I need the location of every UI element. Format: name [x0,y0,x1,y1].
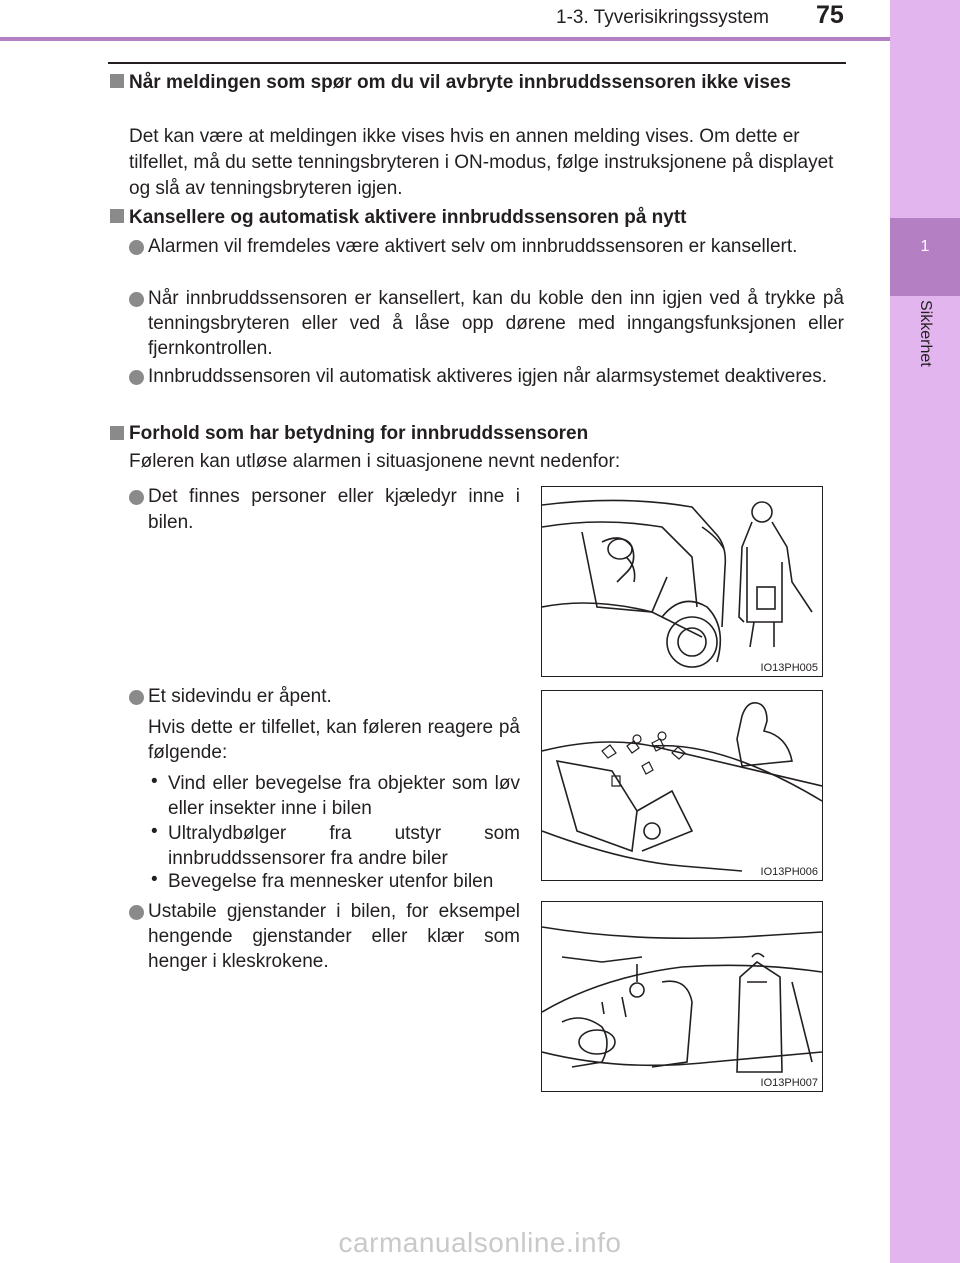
chapter-tab[interactable] [890,218,960,296]
case-text: Et sidevindu er åpent. [148,686,332,707]
figure-hanging-items [541,901,823,1092]
bullet-text: Når innbruddssensoren er kansellert, kan du koble den inn igjen ved å trykke på tenningsbryteren eller ved å låse opp dørene med inngangsfunksjonen eller fjernkontrollen. [148,288,844,359]
section-heading: Kansellere og automatisk aktivere innbruddssensoren på nytt [129,207,687,228]
bullet-dot [129,370,144,385]
section-marker [110,74,124,88]
bullet-dot [129,292,144,307]
bullet-dot [129,490,144,505]
sub-bullet-text: Vind eller bevegelse fra objekter som løv eller insekter inne i bilen [168,773,520,819]
sub-bullet-marker: • [151,869,158,890]
case-note: Hvis dette er tilfellet, kan føleren reagere på følgende: [148,717,520,763]
sub-bullet-marker: • [151,771,158,792]
section-intro: Føleren kan utløse alarmen i situasjonene nevnt nedenfor: [129,451,621,472]
bullet-text: Alarmen vil fremdeles være aktivert selv om innbruddssensoren er kansellert. [148,236,798,257]
case-text: Det finnes personer eller kjæledyr inne i bilen. [148,486,520,533]
watermark: carmanualsonline.info [338,1227,622,1258]
section-heading: Forhold som har betydning for innbruddssensoren [129,423,589,444]
sub-bullet-text: Bevegelse fra mennesker utenfor bilen [168,871,494,892]
bullet-dot [129,690,144,705]
bullet-dot [129,905,144,920]
running-header-title: 1-3. Tyverisikringssystem [556,7,769,28]
content-top-rule [108,62,846,64]
page-number: 75 [816,1,844,29]
section-heading: Når meldingen som spør om du vil avbryte innbruddssensoren ikke vises [129,72,792,93]
sub-bullet-text: Ultralydbølger fra utstyr som innbruddssensorer fra andre biler [168,823,520,869]
header-rule [0,37,890,41]
case-text: Ustabile gjenstander i bilen, for eksempel hengende gjenstander eller klær som henger i kleskrokene. [148,901,520,972]
sub-bullet-marker: • [151,821,158,842]
figure-code: IO13PH006 [760,866,818,878]
side-tab-band [890,0,960,1263]
chapter-label [895,300,955,410]
pet-in-car-illustration [542,487,822,676]
figure-code: IO13PH005 [760,662,818,674]
bullet-text: Innbruddssensoren vil automatisk aktiveres igjen når alarmsystemet deaktiveres. [148,366,828,387]
figure-pet-in-car [541,486,823,677]
figure-code: IO13PH007 [760,1077,818,1089]
section-marker [110,426,124,440]
bullet-dot [129,240,144,255]
chapter-number: 1 [920,238,930,255]
section-body: Det kan være at meldingen ikke vises hvis en annen melding vises. Om dette er tilfellet, må du sette tenningsbryteren i ON-modus, følge instruksjonene på displayet og slå av tenningsbryteren igjen. [129,126,834,199]
hanging-items-illustration [542,902,822,1091]
chapter-label-text: Sikkerhet [917,300,934,367]
section-marker [110,209,124,223]
open-window-illustration [542,691,822,880]
figure-open-window [541,690,823,881]
